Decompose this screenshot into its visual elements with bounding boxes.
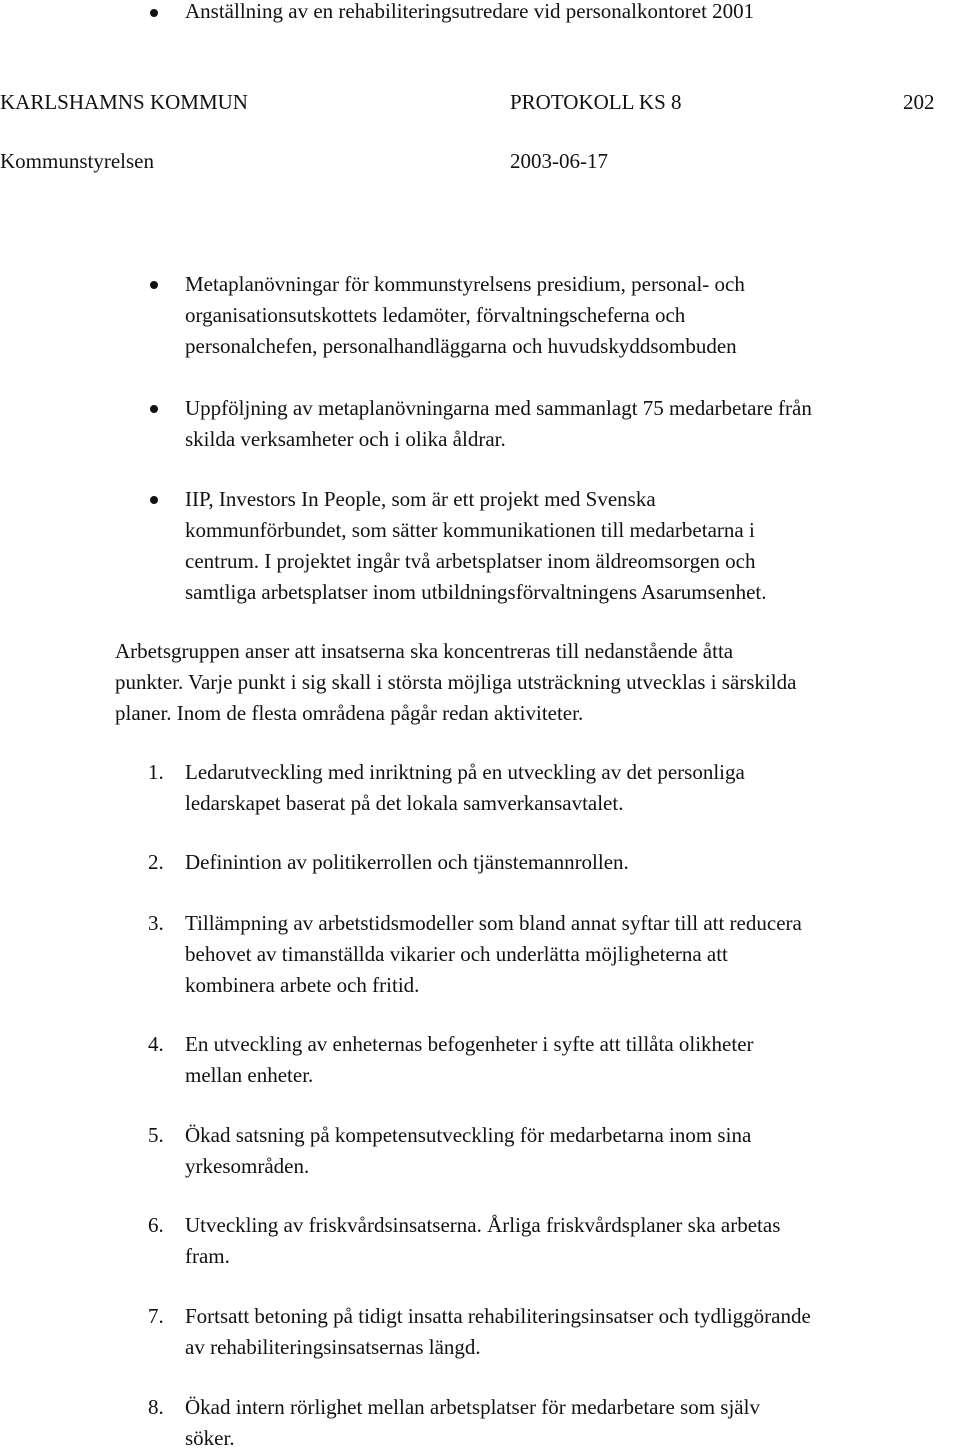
item-text: [185, 908, 960, 1001]
text-line: IIP, Investors In People, som är ett projekt med Svenska: [185, 487, 656, 511]
item-number: 4.: [148, 1032, 164, 1056]
item-text: [185, 847, 960, 878]
text-line: yrkesområden.: [185, 1154, 310, 1178]
text-line: behovet av timanställda vikarier och underlätta möjligheterna att: [185, 942, 728, 966]
text-line: Tillämpning av arbetstidsmodeller som bland annat syftar till att reducera: [185, 911, 802, 935]
text-line: centrum. I projektet ingår två arbetsplatser inom äldreomsorgen och: [185, 549, 756, 573]
text-line: skilda verksamheter och i olika åldrar.: [185, 427, 506, 451]
item-text: [185, 1301, 960, 1363]
text-line: Anställning av en rehabiliteringsutredare vid personalkontoret 2001: [185, 0, 755, 23]
item-text: [185, 1120, 960, 1182]
text-line: Definintion av politikerrollen och tjänstemannrollen.: [185, 850, 629, 874]
text-line: söker.: [185, 1426, 235, 1450]
item-number: 3.: [148, 911, 164, 935]
text-line: fram.: [185, 1244, 230, 1268]
text-line: ledarskapet baserat på det lokala samverkansavtalet.: [185, 791, 624, 815]
item-number: 5.: [148, 1123, 164, 1147]
text-line: Ledarutveckling med inriktning på en utveckling av det personliga: [185, 760, 745, 784]
text-line: mellan enheter.: [185, 1063, 314, 1087]
text-line: kombinera arbete och fritid.: [185, 973, 420, 997]
item-text: [185, 1210, 960, 1272]
item-number: 1.: [148, 760, 164, 784]
item-number: 6.: [148, 1213, 164, 1237]
bullet-dot-icon: [150, 281, 158, 289]
text-line: Ökad intern rörlighet mellan arbetsplatser för medarbetare som själv: [185, 1395, 760, 1419]
text-line: Utveckling av friskvårdsinsatserna. Årliga friskvårdsplaner ska arbetas: [185, 1213, 781, 1237]
bullet-text: [185, 484, 960, 608]
protocol-label: PROTOKOLL KS 8: [510, 90, 682, 114]
text-line: En utveckling av enheternas befogenheter i syfte att tillåta olikheter: [185, 1032, 754, 1056]
meeting-date: 2003-06-17: [510, 149, 608, 173]
text-line: Ökad satsning på kompetensutveckling för medarbetarna inom sina: [185, 1123, 752, 1147]
bullet-dot-icon: [150, 405, 158, 413]
bullet-dot-icon: [150, 9, 158, 17]
bullet-dot-icon: [150, 496, 158, 504]
text-line: Fortsatt betoning på tidigt insatta rehabiliteringsinsatser och tydliggörande: [185, 1304, 811, 1328]
item-number: 8.: [148, 1395, 164, 1419]
text-line: av rehabiliteringsinsatsernas längd.: [185, 1335, 481, 1359]
text-line: Uppföljning av metaplanövningarna med sammanlagt 75 medarbetare från: [185, 396, 812, 420]
item-number: 2.: [148, 850, 164, 874]
committee-name: Kommunstyrelsen: [0, 149, 154, 173]
top-bullet-item: [0, 0, 960, 31]
item-text: [185, 1392, 960, 1454]
item-text: [185, 1029, 960, 1091]
top-bullet-text: [185, 0, 960, 27]
body-paragraph: [115, 636, 960, 729]
item-number: 7.: [148, 1304, 164, 1328]
text-line: organisationsutskottets ledamöter, förvaltningscheferna och: [185, 303, 686, 327]
bullet-text: [185, 393, 960, 455]
organization-name: KARLSHAMNS KOMMUN: [0, 90, 248, 114]
text-line: kommunförbundet, som sätter kommunikationen till medarbetarna i: [185, 518, 755, 542]
text-line: planer. Inom de flesta områdena pågår redan aktiviteter.: [115, 701, 584, 725]
text-line: personalchefen, personalhandläggarna och huvudskyddsombuden: [185, 334, 737, 358]
item-text: [185, 757, 960, 819]
text-line: Arbetsgruppen anser att insatserna ska koncentreras till nedanstående åtta: [115, 639, 734, 663]
text-line: punkter. Varje punkt i sig skall i största möjliga utsträckning utvecklas i särskilda: [115, 670, 797, 694]
bullet-text: [185, 269, 960, 362]
page-number: 202: [903, 90, 935, 114]
text-line: samtliga arbetsplatser inom utbildningsförvaltningens Asarumsenhet.: [185, 580, 767, 604]
text-line: Metaplanövningar för kommunstyrelsens presidium, personal- och: [185, 272, 745, 296]
